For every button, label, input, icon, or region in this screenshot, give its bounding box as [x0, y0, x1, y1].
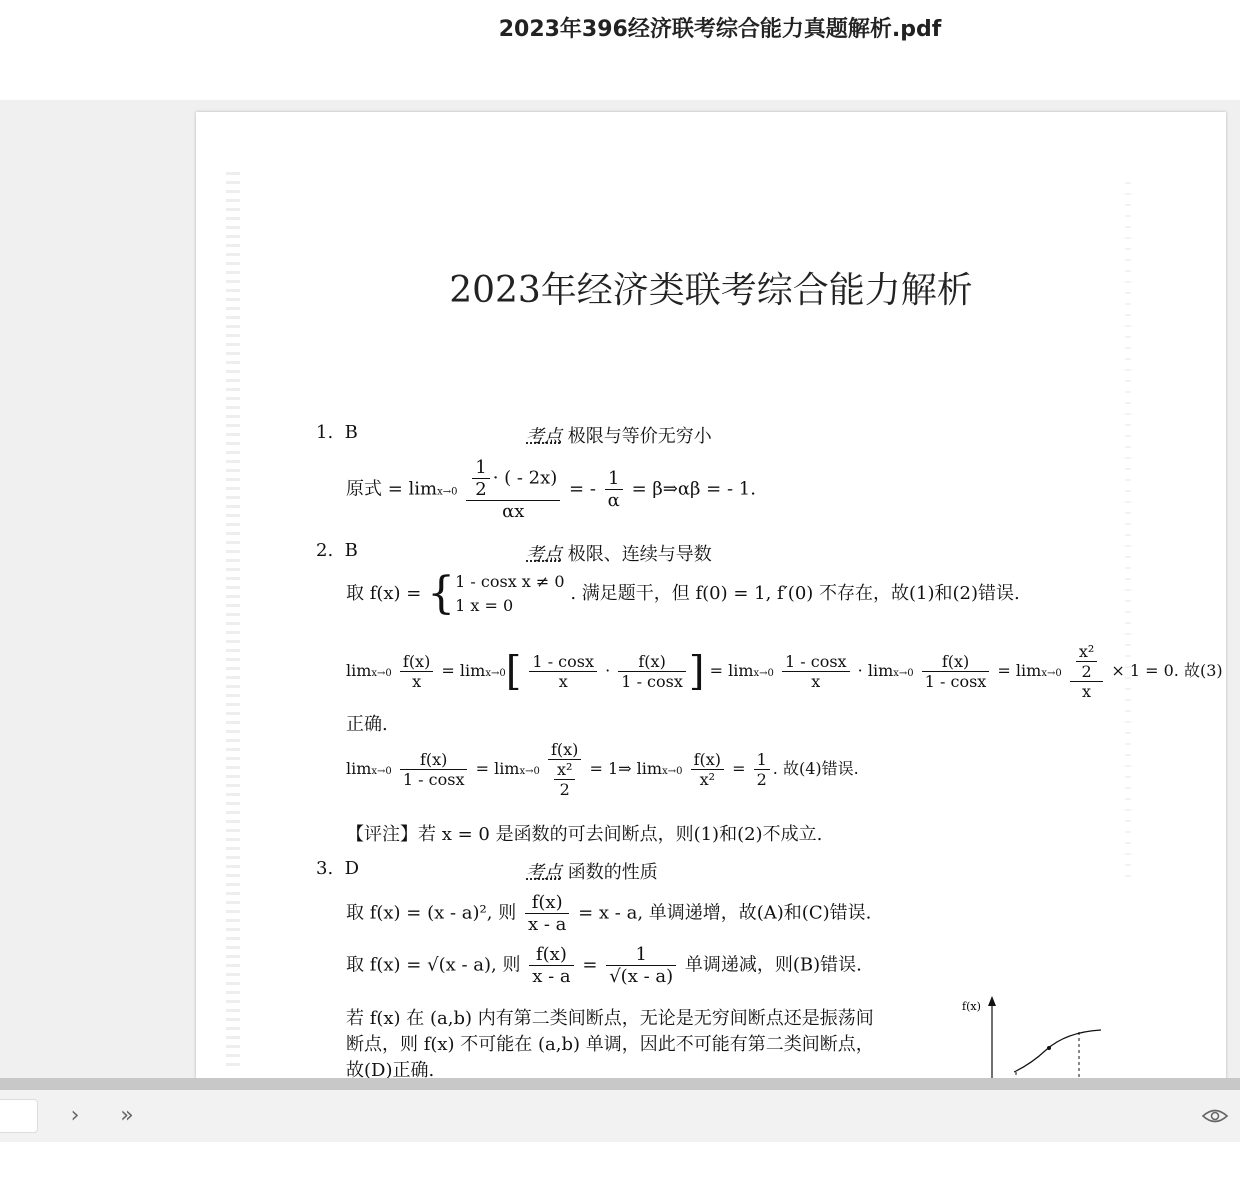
- view-mode-button[interactable]: [1200, 1102, 1230, 1130]
- file-name: 2023年396经济联考综合能力真题解析.pdf: [498, 17, 942, 42]
- q3-line5: 故(D)正确.: [346, 1060, 435, 1078]
- pdf-page: [196, 112, 1226, 1078]
- q3-topic: 考点 函数的性质: [526, 862, 658, 883]
- double-chevron-right-icon: »: [120, 1103, 134, 1128]
- q2-limit-line3: limx→0 $\frac{f(x)}{1 - \cos x}$ = limx→0 $\frac{f(x)}{\frac{\text{x²}}{2}}$ = 1⇒ limx→0 $\frac{f(x)}{\text{x²}}$ = $\frac{1}{2}$ . 故(4)错误.: [346, 740, 859, 799]
- last-page-button[interactable]: [112, 1102, 142, 1130]
- graph-point: [1047, 1046, 1051, 1050]
- pdf-viewer[interactable]: [0, 100, 1240, 1078]
- q3-header: 3. D: [316, 858, 360, 879]
- q3-graph: [956, 992, 1126, 1078]
- q1-fraction: $\frac{1}{2}$ · ( - 2x) αx: [466, 457, 560, 522]
- graph-y-arrow: [988, 996, 996, 1006]
- q1-topic: 考点 极限与等价无穷小: [526, 426, 712, 447]
- q2-limit-chain: limx→0 $\frac{f(x)}{x}$ = limx→0[ $\frac{1 - \cos x}{x}$ · $\frac{f(x)}{1 - \cos x}$ ] = limx→0 $\frac{1 - \cos x}{x}$ · limx→0 $\frac{f(x)}{1 - \cos x}$ = limx→0 $\frac{\frac{\text{x²}}{2}}{x}$ × 1 = 0. 故(3): [346, 642, 1223, 701]
- q2-comment: 【评注】若 x = 0 是函数的可去间断点，则(1)和(2)不成立.: [346, 824, 823, 845]
- q2-wrap: 正确.: [346, 714, 388, 735]
- chevron-right-icon: ›: [70, 1103, 80, 1128]
- eye-icon: [1200, 1102, 1230, 1130]
- q2-piecewise: 取 f(x) = {1 - cosx x ≠ 0 1 x = 0 . 满足题干，但 f(0) = 1, f′(0) 不存在，故(1)和(2)错误.: [346, 568, 1020, 619]
- q1-header: 1. B: [316, 422, 358, 443]
- q3-graph-label: f(x): [962, 1000, 981, 1013]
- q3-line4: 断点，则 f(x) 不可能在 (a,b) 单调，因此不可能有第二类间断点，: [346, 1034, 874, 1055]
- document-title: 2023年经济类联考综合能力解析: [449, 270, 973, 311]
- q1-formula: 原式 = limx→0 $\frac{1}{2}$ · ( - 2x) αx = - $\frac{1}{\alpha}$ = β⇒αβ = - 1.: [346, 457, 756, 522]
- q2-header: 2. B: [316, 540, 358, 561]
- q2-topic: 考点 极限、连续与导数: [526, 544, 712, 565]
- title-bar: [0, 0, 1240, 100]
- horizontal-scrollbar[interactable]: [0, 1078, 1240, 1090]
- next-page-button[interactable]: [60, 1102, 90, 1130]
- q3-line1: 取 f(x) = (x - a)², 则 $\frac{f(x)}{x - a}$ = x - a, 单调递增，故(A)和(C)错误.: [346, 892, 872, 935]
- page-number-input[interactable]: [0, 1099, 38, 1133]
- graph-curve: [1014, 1030, 1101, 1072]
- q3-line2: 取 f(x) = √(x - a), 则 $\frac{f(x)}{x - a}$ = $\frac{1}{√(x - a)}$ 单调递减，则(B)错误.: [346, 944, 862, 987]
- q3-line3: 若 f(x) 在 (a,b) 内有第二类间断点，无论是无穷间断点还是振荡间: [346, 1008, 874, 1029]
- bottom-toolbar: [0, 1090, 1240, 1142]
